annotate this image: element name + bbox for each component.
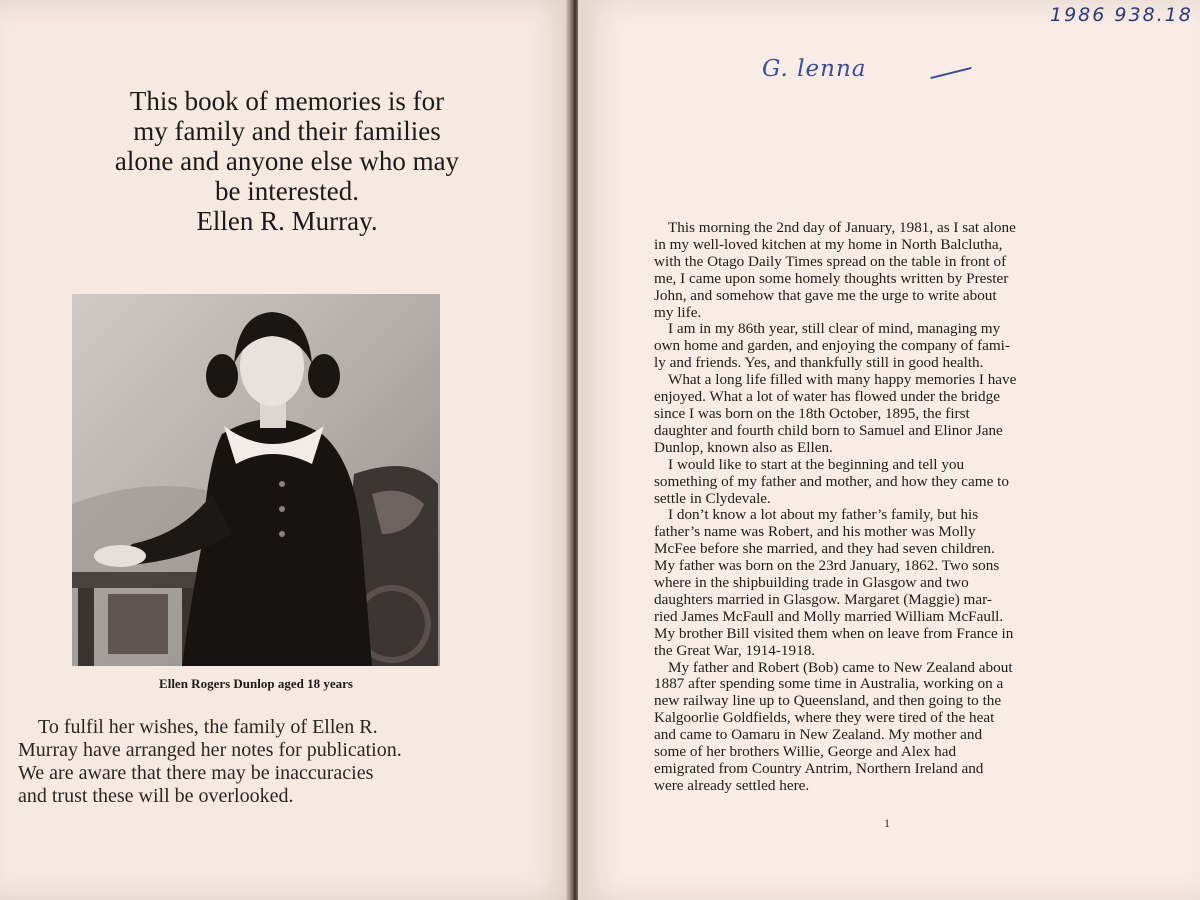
note-line: Murray have arranged her notes for publication.: [18, 739, 402, 761]
text-line: me, I came upon some homely thoughts written by Prester: [654, 269, 1009, 287]
dedication: [22, 86, 552, 236]
text-line: in my well-loved kitchen at my home in North Balclutha,: [654, 235, 1003, 253]
text-line: John, and somehow that gave me the urge to write about: [654, 286, 997, 304]
dedication-signature: Ellen R. Murray.: [196, 206, 378, 236]
text-line: the Great War, 1914-1918.: [654, 641, 816, 659]
text-line: enjoyed. What a lot of water has flowed under the bridge: [654, 388, 1000, 406]
text-line: new railway line up to Queensland, and then going to the: [654, 692, 1002, 710]
text-line: What a long life filled with many happy memories I have: [668, 371, 1017, 389]
text-line: emigrated from Country Antrim, Northern Ireland and: [654, 760, 984, 777]
text-line: settle in Clydevale.: [654, 489, 771, 507]
portrait-illustration: [72, 294, 440, 666]
publication-note: [18, 716, 538, 808]
page-number: 1: [884, 816, 890, 830]
text-line: something of my father and mother, and how they came to: [654, 472, 1009, 490]
text-line: with the Otago Daily Times spread on the table in front of: [654, 252, 1007, 270]
text-line: My father was born on the 23rd January, 1862. Two sons: [654, 557, 1000, 575]
text-line: since I was born on the 18th October, 1895, the first: [654, 404, 970, 422]
note-line: We are aware that there may be inaccuracies: [18, 762, 374, 784]
text-line: I am in my 86th year, still clear of mind, managing my: [668, 320, 1001, 338]
text-line: my life.: [654, 303, 702, 321]
text-line: My brother Bill visited them when on leave from France in: [654, 624, 1014, 642]
text-line: daughters married in Glasgow. Margaret (Maggie) mar-: [654, 590, 992, 608]
note-line: and trust these will be overlooked.: [18, 785, 294, 807]
text-line: I would like to start at the beginning and tell you: [668, 455, 965, 473]
text-line: ried James McFaull and Molly married William McFaull.: [654, 607, 1004, 625]
photo-caption: Ellen Rogers Dunlop aged 18 years: [159, 676, 353, 691]
dedication-line: my family and their families: [133, 116, 441, 146]
text-line: Dunlop, known also as Ellen.: [654, 438, 833, 456]
left-page: [0, 0, 574, 900]
text-line: Kalgoorlie Goldfields, where they were tired of the heat: [654, 709, 995, 727]
text-line: own home and garden, and enjoying the company of fami-: [654, 337, 1010, 355]
dedication-line: alone and anyone else who may: [114, 146, 460, 176]
text-line: I don’t know a lot about my father’s family, but his: [668, 506, 979, 524]
handwritten-name: G. lenna: [762, 56, 867, 82]
text-line: father’s name was Robert, and his mother was Molly: [654, 523, 976, 541]
text-line: were already settled here.: [654, 776, 810, 794]
text-line: ly and friends. Yes, and thankfully still in good health.: [654, 354, 984, 372]
note-line: To fulfil her wishes, the family of Ellen R.: [38, 716, 378, 738]
text-line: and came to Oamaru in New Zealand. My mother and: [654, 726, 983, 744]
dedication-line: be interested.: [215, 176, 359, 206]
portrait-photo: [72, 294, 440, 666]
text-line: where in the shipbuilding trade in Glasgow and two: [654, 574, 969, 592]
text-line: McFee before she married, and they had seven children.: [654, 540, 995, 558]
text-line: daughter and fourth child born to Samuel and Elinor Jane: [654, 421, 1003, 439]
text-line: This morning the 2nd day of January, 1981, as I sat alone: [668, 219, 1016, 236]
text-line: some of her brothers Willie, George and Alex had: [654, 743, 957, 761]
text-line: 1887 after spending some time in Australia, working on a: [654, 675, 1004, 693]
memoir-text: [654, 220, 1124, 795]
dedication-line: This book of memories is for: [129, 86, 445, 116]
text-line: My father and Robert (Bob) came to New Zealand about: [668, 658, 1013, 676]
handwritten-catalog-number: 1986 938.18: [1050, 4, 1193, 26]
